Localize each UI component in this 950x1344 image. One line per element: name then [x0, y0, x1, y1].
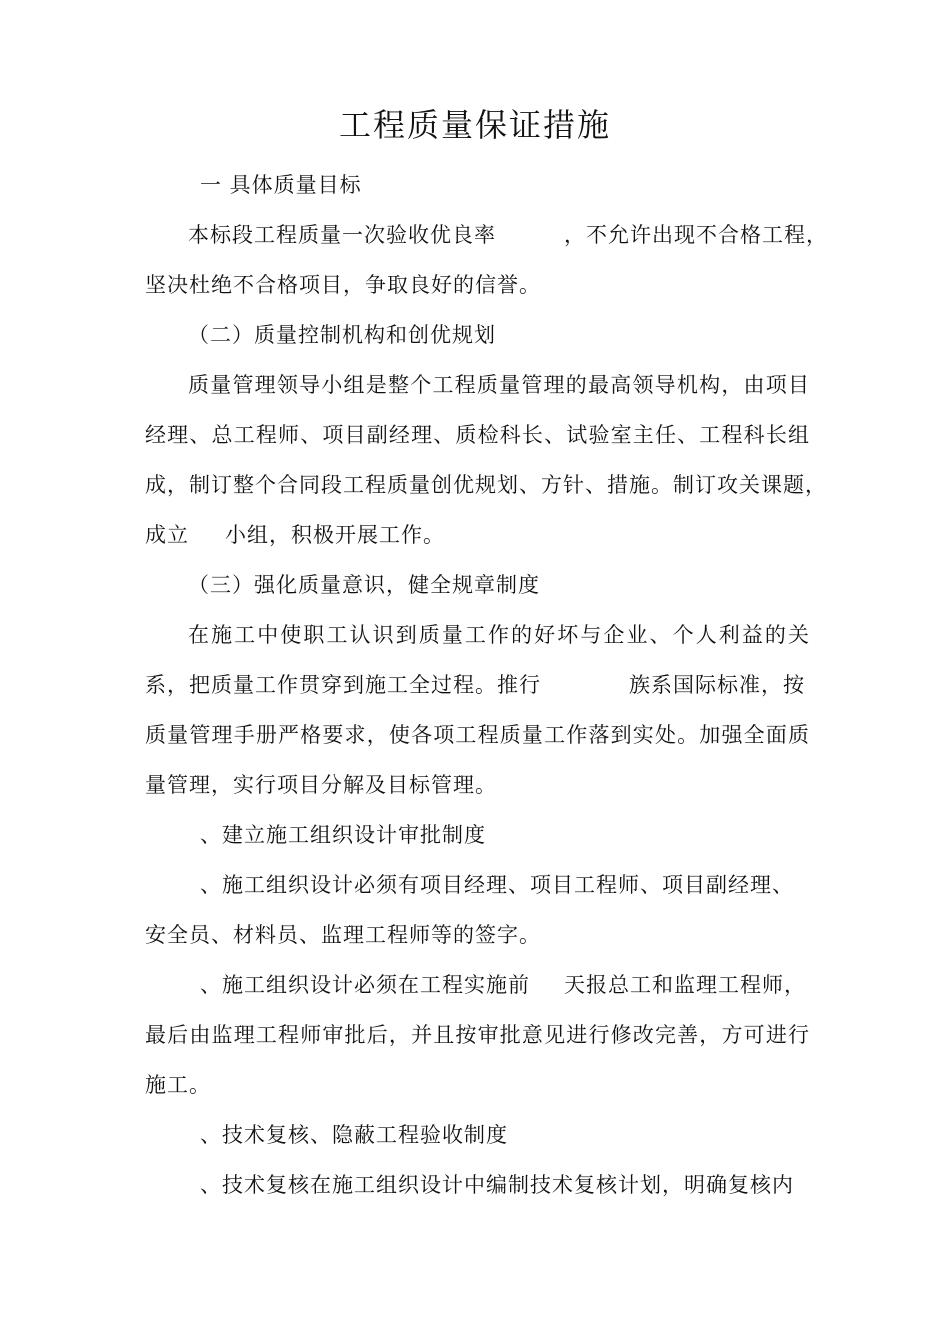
paragraph-line: 施工。 [145, 1073, 211, 1097]
section-heading-quality-control: （二）质量控制机构和创优规划 [188, 323, 496, 347]
paragraph-line: 坚决杜绝不合格项目，争取良好的信誉。 [145, 273, 541, 297]
paragraph-line: 经理、总工程师、项目副经理、质检科长、试验室主任、工程科长组 [145, 423, 810, 447]
text-segment: 成立 [145, 523, 189, 547]
text-segment: 、施工组织设计必须在工程实施前 [200, 973, 530, 997]
section-heading-quality-awareness: （三）强化质量意识，健全规章制度 [188, 573, 540, 597]
paragraph-line: 最后由监理工程师审批后，并且按审批意见进行修改完善，方可进行 [145, 1023, 810, 1047]
text-segment: 小组，积极开展工作。 [225, 523, 445, 547]
document-title: 工程质量保证措施 [338, 106, 611, 144]
subsection-heading-technical-review: 、技术复核、隐蔽工程验收制度 [200, 1123, 508, 1147]
paragraph-line: 、施工组织设计必须有项目经理、项目工程师、项目副经理、 [200, 873, 794, 897]
paragraph-line: 安全员、材料员、监理工程师等的签字。 [145, 923, 541, 947]
paragraph-line: 质量管理领导小组是整个工程质量管理的最高领导机构，由项目 [188, 373, 810, 397]
text-segment: 天报总工和监理工程师， [564, 973, 806, 997]
paragraph-line: 质量管理手册严格要求，使各项工程质量工作落到实处。加强全面质 [145, 723, 810, 747]
text-segment: 系，把质量工作贯穿到施工全过程。推行 [145, 673, 541, 697]
subsection-heading-approval-system: 、建立施工组织设计审批制度 [200, 823, 486, 847]
text-segment: ，不允许出现不合格工程， [564, 223, 828, 247]
paragraph-line: 在施工中使职工认识到质量工作的好坏与企业、个人利益的关 [188, 623, 810, 647]
paragraph-line [145, 520, 810, 550]
section-heading-quality-target: 一 具体质量目标 [200, 173, 362, 197]
text-segment: 族系国际标准，按 [629, 673, 805, 697]
text-segment: 本标段工程质量一次验收优良率 [188, 223, 496, 247]
paragraph-line [200, 970, 810, 1000]
paragraph-line: 成，制订整个合同段工程质量创优规划、方针、措施。制订攻关课题， [145, 473, 827, 497]
paragraph-line [188, 220, 828, 250]
paragraph-line: 量管理，实行项目分解及目标管理。 [145, 773, 497, 797]
paragraph-line [145, 670, 810, 700]
paragraph-line: 、技术复核在施工组织设计中编制技术复核计划，明确复核内 [200, 1173, 794, 1197]
